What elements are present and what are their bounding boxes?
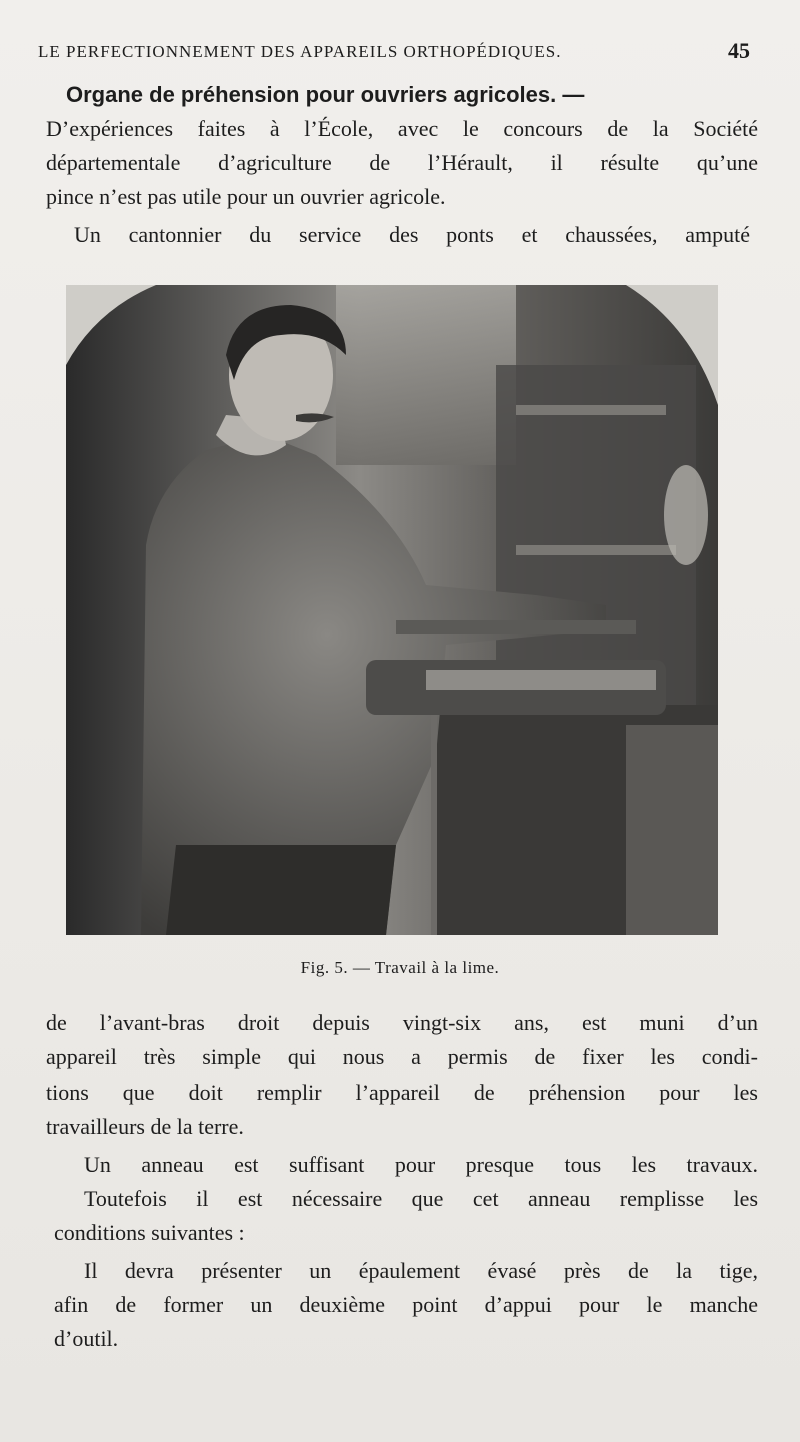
photo-illustration — [66, 285, 718, 935]
paragraph-line: appareil très simple qui nous a permis de fixer les condi- — [46, 1044, 758, 1069]
page-number: 45 — [728, 38, 750, 63]
paragraph-line: Un anneau est suffisant pour presque tous les travaux. — [84, 1152, 758, 1177]
file-tool — [396, 620, 636, 634]
bench-leg — [626, 725, 718, 935]
paragraph-line: d’outil. — [54, 1326, 119, 1351]
paragraph-line: afin de former un deuxième point d’appui pour le manche — [54, 1292, 758, 1317]
paragraph-line: travailleurs de la terre. — [46, 1114, 244, 1139]
paragraph-line: D’expériences faites à l’École, avec le concours de la Société — [46, 116, 758, 141]
back-wall — [336, 285, 516, 465]
paragraph-line: départementale d’agriculture de l’Hérault, il résulte qu’une — [46, 150, 758, 175]
paragraph-line: Un cantonnier du service des ponts et chaussées, amputé — [74, 222, 750, 247]
vise-rod — [431, 715, 437, 935]
paragraph-line: Il devra présenter un épaulement évasé près de la tige, — [84, 1258, 758, 1283]
figure-photograph — [66, 285, 718, 935]
paragraph-line: conditions suivantes : — [54, 1220, 245, 1245]
paragraph-line: Toutefois il est nécessaire que cet anneau remplisse les — [84, 1186, 758, 1211]
shelf — [516, 405, 666, 415]
running-head — [38, 38, 750, 68]
paragraph-line: tions que doit remplir l’appareil de préhension pour les — [46, 1080, 758, 1105]
figure-caption: Fig. 5. — Travail à la lime. — [300, 958, 500, 977]
section-heading: Organe de préhension pour ouvriers agricoles. — — [66, 82, 585, 107]
shelf — [516, 545, 676, 555]
hanging-object — [664, 465, 708, 565]
paragraph-line: pince n’est pas utile pour un ouvrier agricole. — [46, 184, 446, 209]
running-title: LE PERFECTIONNEMENT DES APPAREILS ORTHOPÉDIQUES. — [38, 42, 562, 61]
worker-trousers — [166, 845, 396, 935]
paragraph-line: de l’avant-bras droit depuis vingt-six ans, est muni d’un — [46, 1010, 758, 1035]
vise-jaw — [426, 670, 656, 690]
